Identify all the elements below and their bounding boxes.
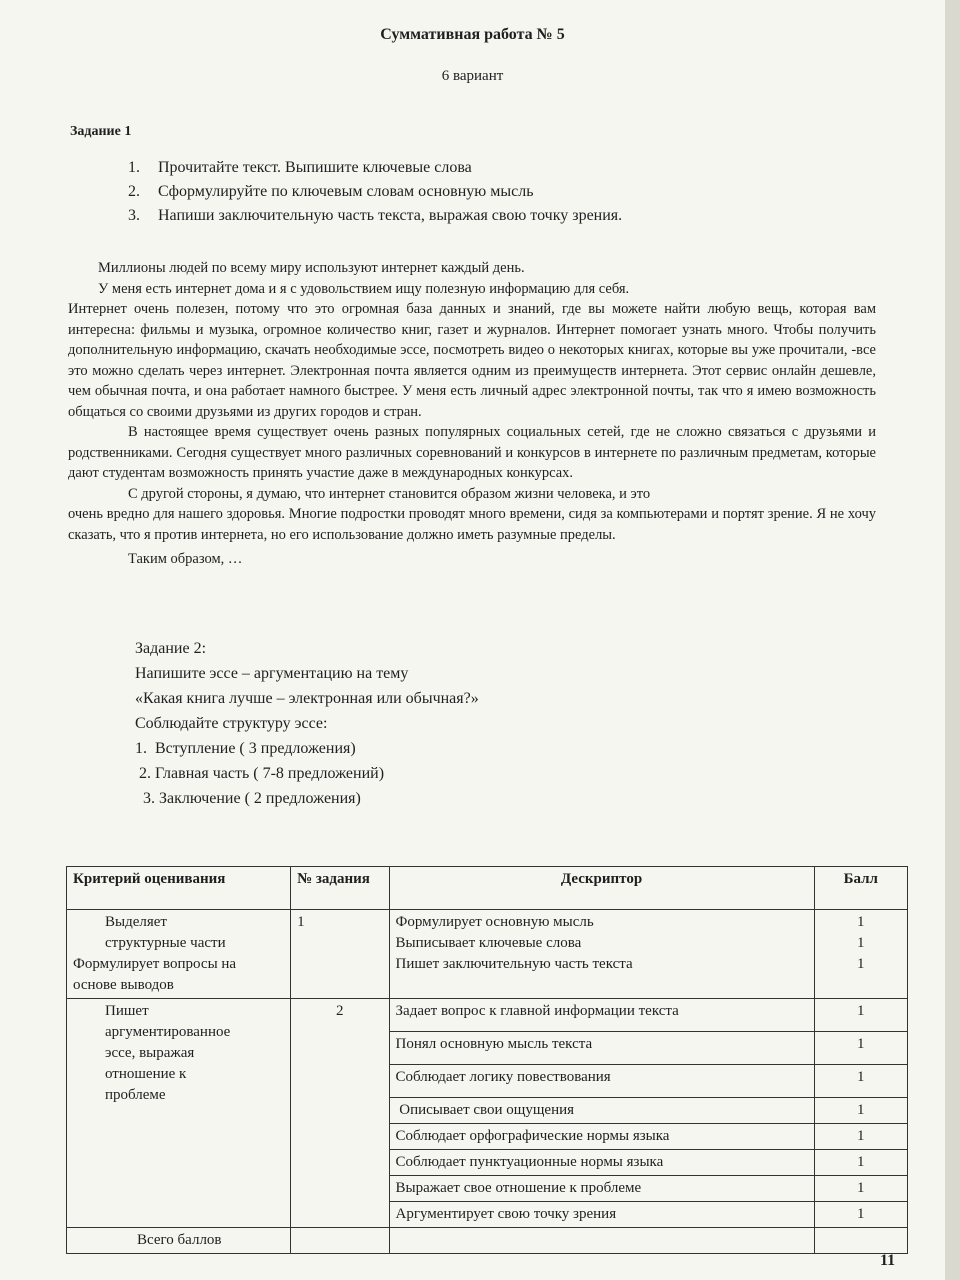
task-no-cell: 1 <box>291 910 389 999</box>
variant-label: 6 вариант <box>441 68 504 84</box>
instruction-item: 2. Сформулируйте по ключевым словам основную мысль <box>128 183 534 200</box>
page-number: 11 <box>880 1252 896 1269</box>
text-paragraph: С другой стороны, я думаю, что интернет становится образом жизни человека, и это <box>128 485 651 502</box>
document-title: Суммативная работа № 5 <box>380 26 565 43</box>
task2-line: Соблюдайте структуру эссе: <box>135 715 328 732</box>
header-task-no: № задания <box>291 867 389 910</box>
total-label: Всего баллов <box>67 1228 291 1254</box>
table-row <box>67 910 908 999</box>
descriptor-cell: Выражает свое отношение к проблеме <box>389 1176 814 1202</box>
score-cell: 1 <box>814 1150 907 1176</box>
task1-instructions <box>128 156 622 228</box>
score-cell: 1 <box>814 1202 907 1228</box>
background-edge <box>945 0 960 1280</box>
instruction-item: 3. Напиши заключительную часть текста, выражая свою точку зрения. <box>128 207 623 224</box>
descriptor-cell: Понял основную мысль текста <box>389 1032 814 1065</box>
score-cell: 1 <box>814 1032 907 1065</box>
descriptor-cell: Формулирует основную мысль Выписывает ключевые слова Пишет заключительную часть текста <box>389 910 814 999</box>
criterion-cell: Выделяет структурные части Формулирует вопросы на основе выводов <box>67 910 291 999</box>
text-paragraph: Миллионы людей по всему миру используют интернет каждый день. <box>98 260 525 276</box>
criterion-cell: Пишет аргументированное эссе, выражая отношение к проблеме <box>67 999 291 1228</box>
empty-cell <box>814 1228 907 1254</box>
header-criterion: Критерий оценивания <box>67 867 291 910</box>
score-cell: 1 <box>814 1176 907 1202</box>
score-cell: 1 <box>814 999 907 1032</box>
text-paragraph: очень вредно для нашего здоровья. Многие подростки проводят много времени, сидя за компьютерами и портят зрение. Я не хочу сказать, что я против интернета, но его использование должно иметь разумные пределы. <box>68 506 876 543</box>
header-score: Балл <box>814 867 907 910</box>
task2-block <box>135 636 479 811</box>
task-no-cell: 2 <box>291 999 389 1228</box>
essay-structure-item: 2. Главная часть ( 7-8 предложений) <box>135 765 385 782</box>
reading-text <box>68 258 876 570</box>
descriptor-cell: Соблюдает пунктуационные нормы языка <box>389 1150 814 1176</box>
descriptor-cell: Соблюдает орфографические нормы языка <box>389 1124 814 1150</box>
text-paragraph: У меня есть интернет дома и я с удовольствием ищу полезную информацию для себя. <box>98 280 630 297</box>
task1-heading: Задание 1 <box>70 124 132 139</box>
essay-structure-item: 3. Заключение ( 2 предложения) <box>135 790 361 807</box>
essay-structure-item: 1. Вступление ( 3 предложения) <box>135 740 356 757</box>
empty-cell <box>291 1228 389 1254</box>
text-paragraph: Таким образом, … <box>128 551 243 567</box>
score-cell: 1 <box>814 1098 907 1124</box>
task2-topic: «Какая книга лучше – электронная или обычная?» <box>135 690 479 707</box>
criteria-table <box>66 866 908 1254</box>
table-row <box>67 999 908 1032</box>
text-paragraph: В настоящее время существует очень разных популярных социальных сетей, где не сложно связаться с друзьями и родственниками. Сегодня существует много различных соревнований и конкурсов в интернете по различным предметам, которые дают студентам возможность принять участие даже в международных конкурсах. <box>68 424 876 481</box>
score-cell: 1 <box>814 1065 907 1098</box>
descriptor-cell: Соблюдает логику повествования <box>389 1065 814 1098</box>
table-header-row <box>67 867 908 910</box>
header-descriptor: Дескриптор <box>389 867 814 910</box>
text-paragraph: Интернет очень полезен, потому что это огромная база данных и знаний, где вы можете найти любую вещь, которая вам интересна: фильмы и музыка, огромное количество книг, газет и журналов. Интернет помогает узнать много. Чтобы получить дополнительную информацию, скачать необходимые эссе, посмотреть видео о некоторых книгах, которые вы уже прочитали, -все это можно сделать через интернет. Электронная почта является одним из преимуществ интернета. Этот сервис онлайн дешевле, чем обычная почта, и она работает намного быстрее. У меня есть личный адрес электронной почты, так что я имею возможность общаться со своими друзьями из других городов и стран. <box>68 301 876 420</box>
empty-cell <box>389 1228 814 1254</box>
score-cell: 1 1 1 <box>814 910 907 999</box>
instruction-item: 1. Прочитайте текст. Выпишите ключевые слова <box>128 159 472 176</box>
descriptor-cell: Описывает свои ощущения <box>389 1098 814 1124</box>
table-total-row <box>67 1228 908 1254</box>
descriptor-cell: Аргументирует свою точку зрения <box>389 1202 814 1228</box>
task2-line: Напишите эссе – аргументацию на тему <box>135 665 409 682</box>
descriptor-cell: Задает вопрос к главной информации текста <box>389 999 814 1032</box>
score-cell: 1 <box>814 1124 907 1150</box>
task2-heading: Задание 2: <box>135 640 207 657</box>
